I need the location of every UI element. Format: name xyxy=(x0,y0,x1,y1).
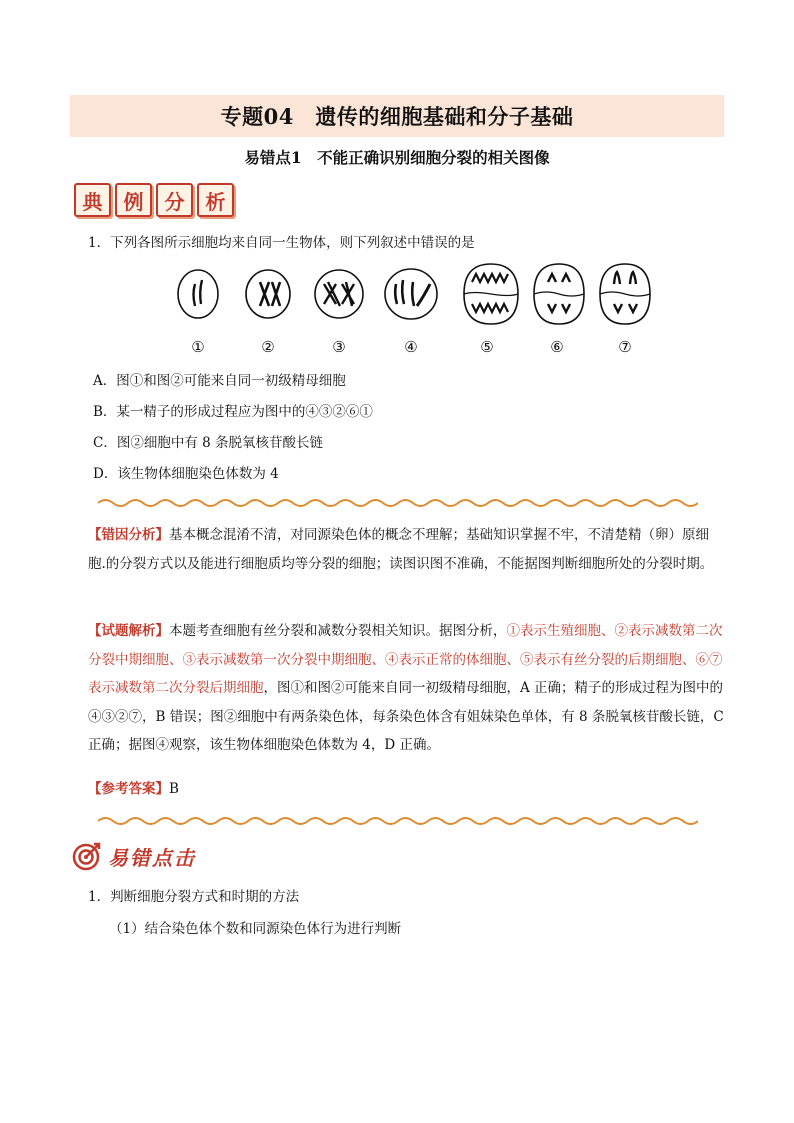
option-a: A．图①和图②可能来自同一初级精母细胞 xyxy=(93,373,346,389)
page-title: 专题04 遗传的细胞基础和分子基础 xyxy=(70,95,724,137)
figure-label: ④ xyxy=(404,338,418,356)
badge-char: 典 xyxy=(74,183,111,217)
solution-tag: 【试题解析】 xyxy=(88,623,169,639)
error-analysis xyxy=(88,521,726,578)
figure-label: ⑦ xyxy=(618,338,632,356)
solution-analysis xyxy=(88,617,726,760)
chromosome xyxy=(472,304,508,312)
easy-error-logo-text: 易错点击 xyxy=(108,845,196,870)
chromosome xyxy=(342,282,354,306)
chromosome xyxy=(260,282,269,306)
figure-label: ② xyxy=(261,338,275,356)
option-c: C．图②细胞中有 8 条脱氧核苷酸长链 xyxy=(93,435,324,451)
chromosome xyxy=(324,282,340,306)
solution-text-a: 本题考查细胞有丝分裂和减数分裂相关知识。据图分析， xyxy=(169,623,507,639)
chromosome xyxy=(412,282,414,306)
chromosome xyxy=(472,274,508,282)
error-analysis-tag: 【错因分析】 xyxy=(88,527,169,543)
example-analysis-badge xyxy=(74,183,234,217)
option-d: D．该生物体细胞染色体数为 4 xyxy=(93,466,279,482)
chromosome xyxy=(194,284,196,306)
badge-char: 分 xyxy=(156,183,193,217)
target-icon xyxy=(72,841,102,871)
reference-answer xyxy=(88,775,726,804)
cell-division-figure xyxy=(168,258,658,358)
chromosome xyxy=(614,304,637,312)
chromosome xyxy=(548,274,570,282)
chromosome xyxy=(402,280,404,304)
chromosome xyxy=(548,304,570,312)
badge-char: 例 xyxy=(115,183,152,217)
wavy-divider xyxy=(98,497,698,509)
chromosome xyxy=(614,272,636,284)
easy-error-logo xyxy=(72,841,196,871)
chromosome xyxy=(395,284,397,304)
figure-label: ① xyxy=(191,338,205,356)
answer-tag: 【参考答案】 xyxy=(88,781,169,797)
cell-2 xyxy=(246,270,290,318)
answer-value: B xyxy=(169,781,179,797)
error-analysis-text: 基本概念混淆不清，对同源染色体的概念不理解；基础知识掌握不牢，不清楚精（卵）原细胞.的分裂方式以及能进行细胞质均等分裂的细胞；读图识图不准确，不能据图判断细胞所处的分裂时期。 xyxy=(88,527,714,572)
figure-label: ③ xyxy=(332,338,346,356)
figure-label: ⑥ xyxy=(550,338,564,356)
badge-char: 析 xyxy=(197,183,234,217)
method-heading: 1．判断细胞分裂方式和时期的方法 xyxy=(88,889,300,905)
question-text: 1．下列各图所示细胞均来自同一生物体，则下列叙述中错误的是 xyxy=(88,235,475,251)
solution-text-highlight: ①表示生殖细胞、②表示减数第二次分裂中期细胞、③表示减数第一次分裂中期细胞、④表示正常的体细胞、⑤表示有丝分裂的后期细胞、⑥⑦表示减数第二次分裂后期细胞 xyxy=(88,623,723,696)
cell-1 xyxy=(178,270,218,318)
figure-label: ⑤ xyxy=(480,338,494,356)
solution-text-c: ，图①和图②可能来自同一初级精母细胞，A 正确；精子的形成过程为图中的④③②⑦，B 错误；图②细胞中有两条染色体，每条染色体含有姐妹染色单体，有 8 条脱氧核苷酸长链，C 正确；据图④观察，该生物体细胞染色体数为 4，D 正确。 xyxy=(88,680,724,753)
chromosome xyxy=(200,280,202,304)
wavy-divider xyxy=(98,815,698,827)
option-b: B．某一精子的形成过程应为图中的④③②⑥① xyxy=(93,404,373,420)
section-subtitle: 易错点1 不能正确识别细胞分裂的相关图像 xyxy=(244,148,550,167)
chromosome xyxy=(417,284,430,306)
method-subheading: （1）结合染色体个数和同源染色体行为进行判断 xyxy=(109,921,402,937)
cell-3 xyxy=(315,270,363,318)
chromosome xyxy=(272,282,280,306)
